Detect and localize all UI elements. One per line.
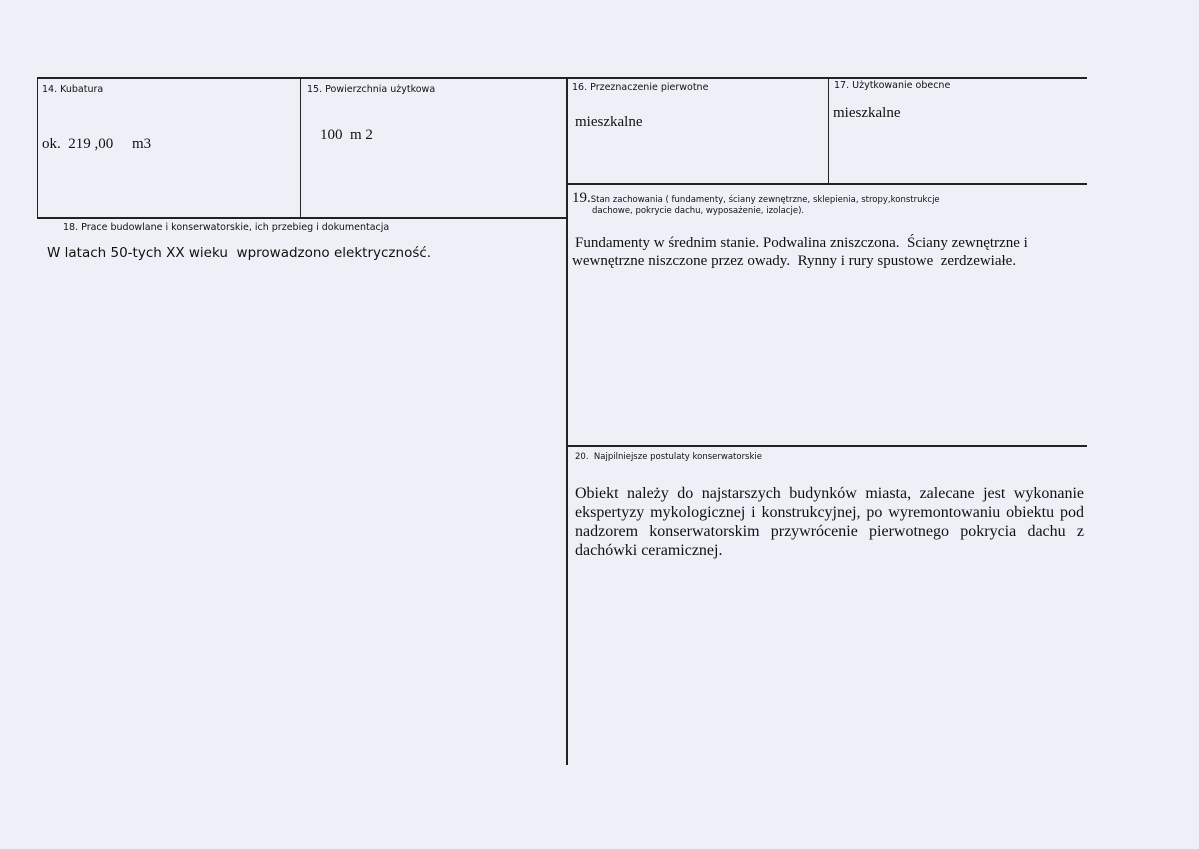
field-15-label: 15. Powierzchnia użytkowa	[307, 84, 436, 95]
field-19-value-line2: wewnętrzne niszczone przez owady. Rynny i rury spustowe zerdzewiałe.	[572, 253, 1017, 269]
field-19-label-line2: dachowe, pokrycie dachu, wyposażenie, izolacje).	[592, 206, 805, 216]
field-17-value: mieszkalne	[833, 105, 901, 121]
field-19-label-line1: Stan zachowania ( fundamenty, ściany zewnętrzne, sklepienia, stropy,konstrukcje	[590, 195, 940, 205]
rule-h18	[37, 217, 567, 219]
field-16-value: mieszkalne	[575, 114, 643, 130]
field-17-label: 17. Użytkowanie obecne	[834, 80, 951, 91]
field-14-value: ok. 219 ,00 m3	[42, 136, 152, 152]
field-19-number: 19.	[572, 190, 591, 206]
field-18-value: W latach 50-tych XX wieku wprowadzono elektryczność.	[47, 245, 432, 261]
field-20-label: 20. Najpilniejsze postulaty konserwatorskie	[575, 452, 762, 462]
field-18-label: 18. Prace budowlane i konserwatorskie, ich przebieg i dokumentacja	[63, 222, 390, 233]
rule-top	[37, 77, 1087, 79]
field-16-label: 16. Przeznaczenie pierwotne	[572, 82, 709, 93]
field-15-value: 100 m 2	[320, 127, 373, 143]
rule-left	[37, 77, 38, 219]
field-19-value-line1: Fundamenty w średnim stanie. Podwalina zniszczona. Ściany zewnętrzne i	[575, 235, 1028, 251]
field-19-label	[572, 189, 940, 207]
rule-h20	[566, 445, 1087, 447]
field-14-label: 14. Kubatura	[42, 84, 104, 95]
rule-v1	[300, 77, 301, 219]
rule-v2	[566, 77, 568, 765]
field-20-value: Obiekt należy do najstarszych budynków miasta, zalecane jest wykonanie ekspertyzy mykologicznej i konstrukcyjnej, po wyremontowaniu obiektu pod nadzorem konserwatorskim przywrócenie pierwotnego pokrycia dachu z dachówki ceramicznej.	[575, 485, 1084, 559]
rule-h19	[566, 183, 1087, 185]
rule-v3	[828, 77, 829, 184]
